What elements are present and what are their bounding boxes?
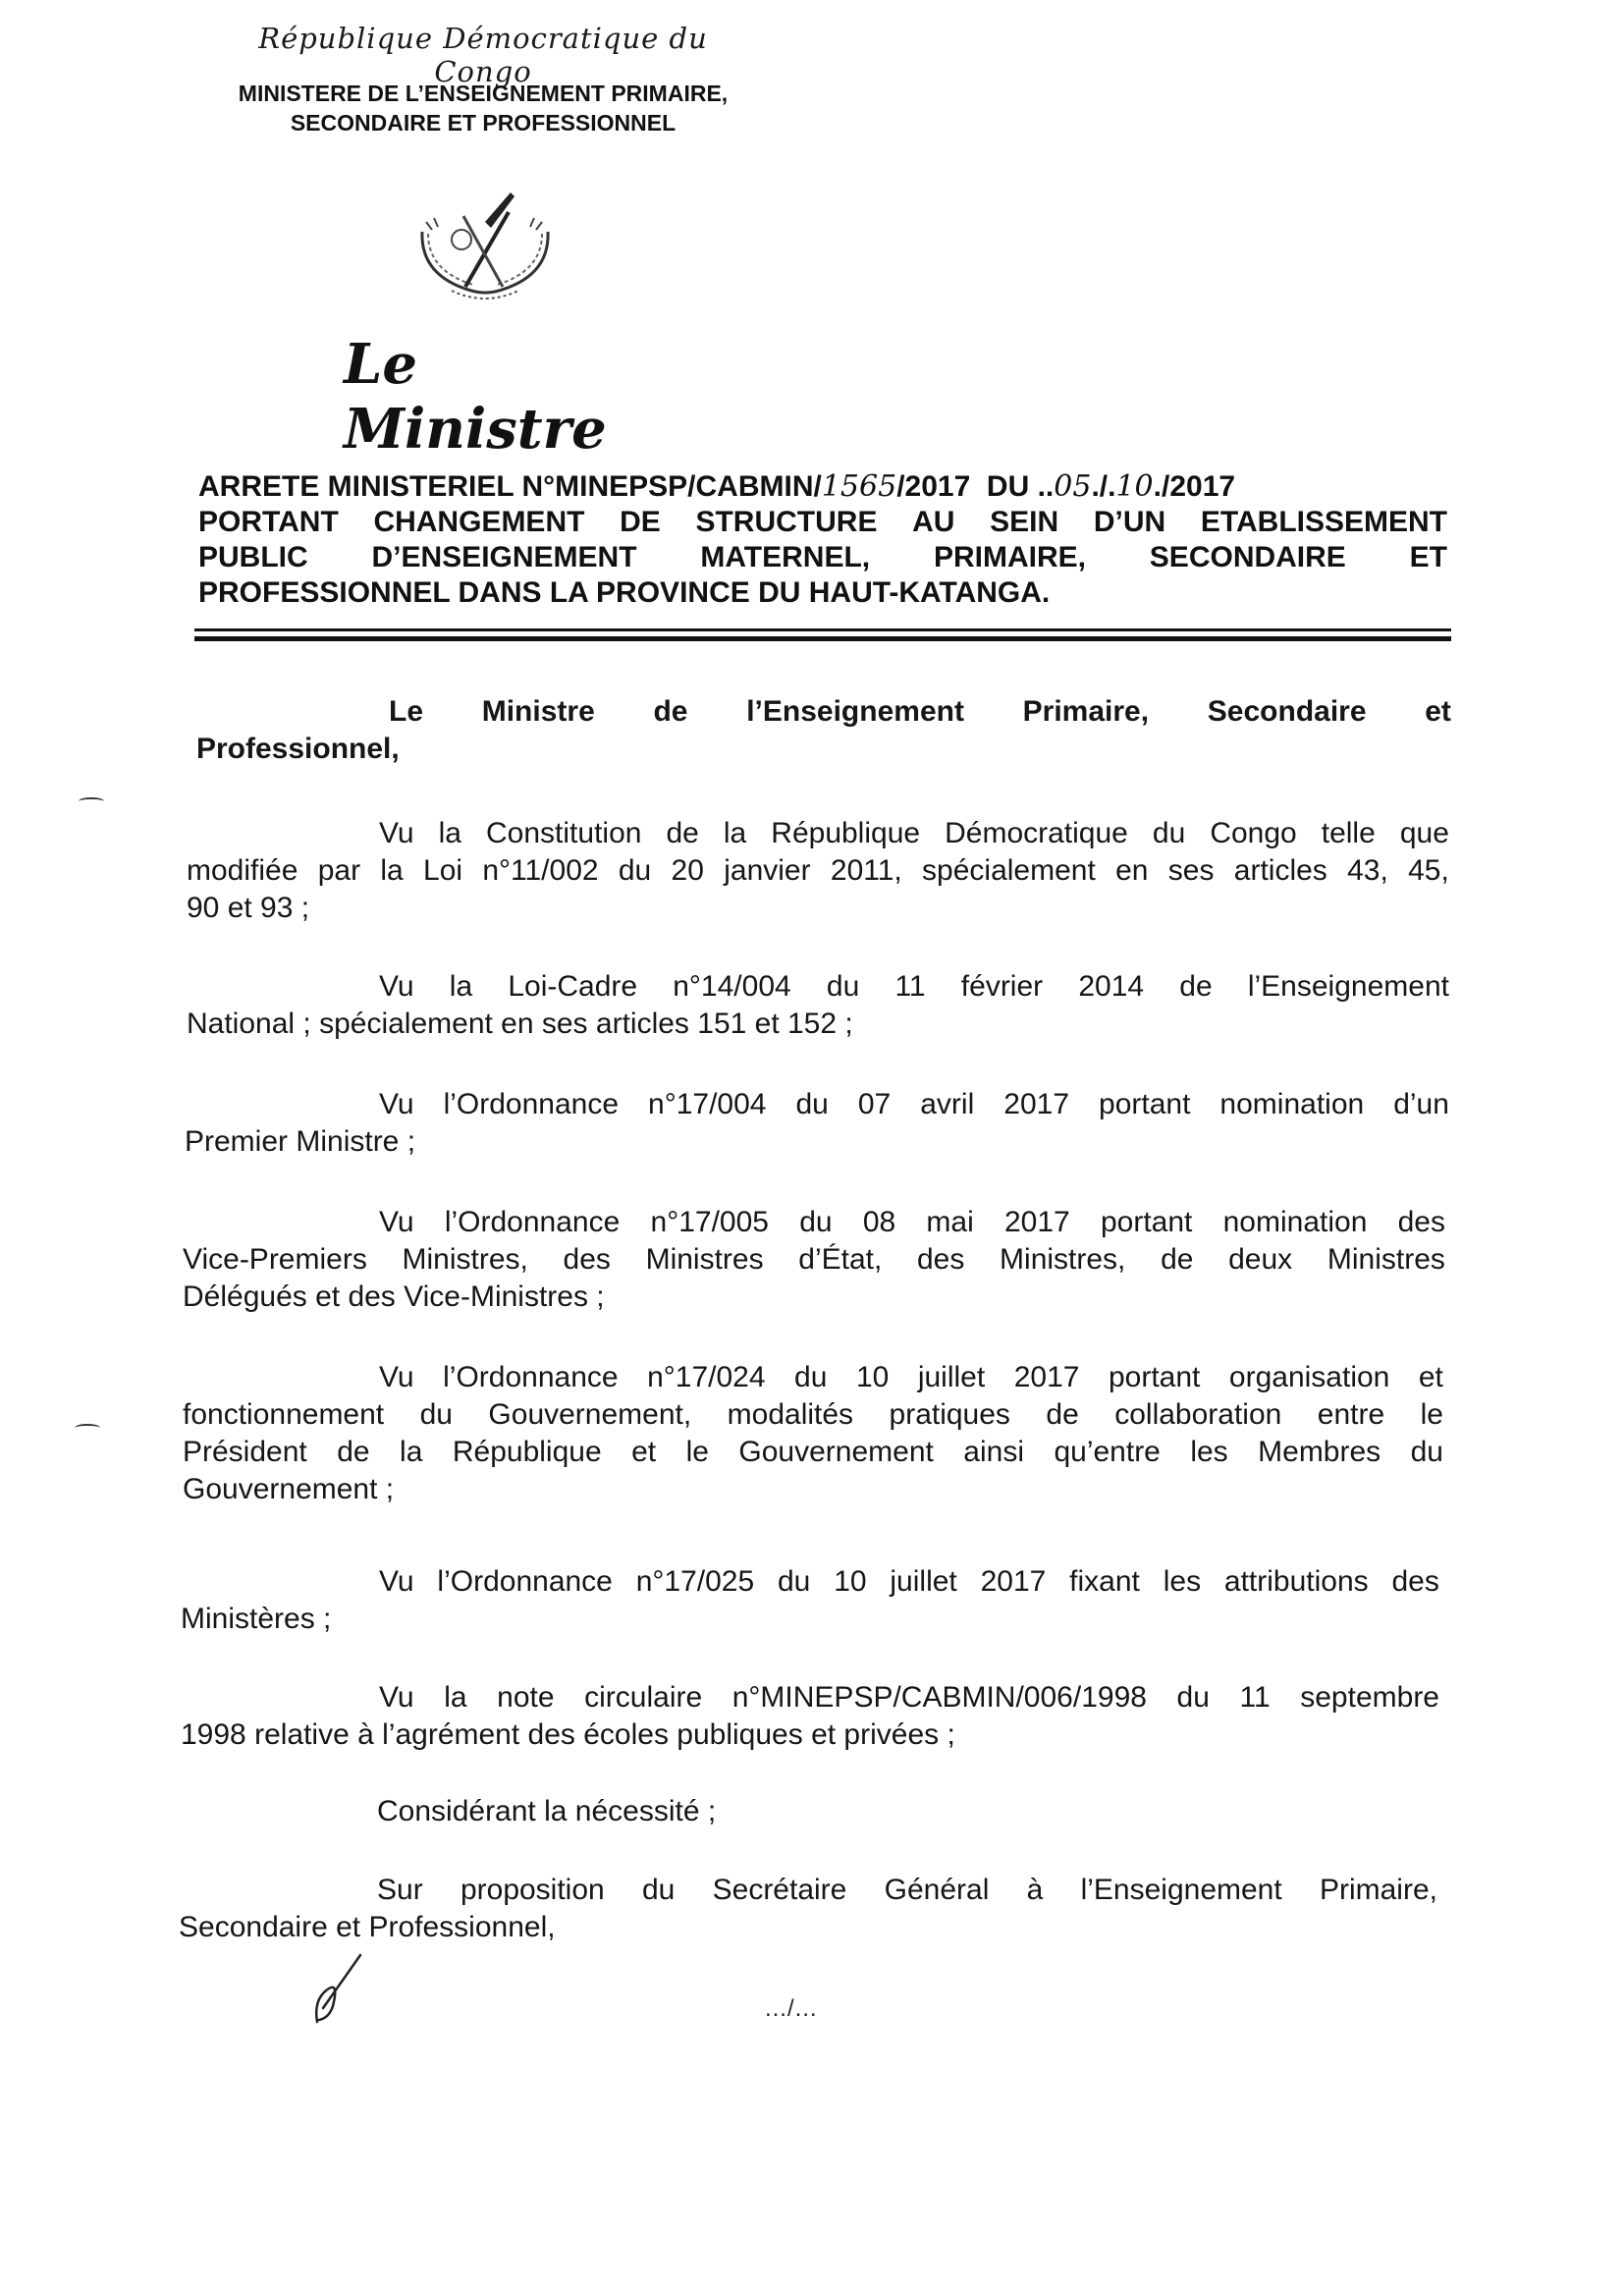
ministry-name — [208, 79, 758, 137]
p9-line-1 — [179, 1872, 1437, 1909]
word: nomination — [1219, 1088, 1365, 1120]
handwritten-decree-number: 1565 — [821, 469, 897, 504]
word: des — [1397, 1206, 1445, 1238]
title-word: SECONDAIRE — [1149, 541, 1346, 573]
word: attributions — [1223, 1565, 1369, 1598]
word: les — [1163, 1565, 1202, 1598]
word: Vu — [379, 970, 414, 1003]
title-word: AU — [912, 506, 955, 538]
word: du — [641, 1874, 676, 1906]
word: mai — [926, 1206, 974, 1238]
title-word: PRIMAIRE, — [933, 541, 1086, 573]
word: l’Ordonnance — [444, 1206, 621, 1238]
word: Vu — [379, 1206, 414, 1238]
decree-title — [198, 469, 1447, 611]
p4-line-2 — [183, 1241, 1445, 1279]
handwritten-initial-icon — [309, 1949, 368, 2028]
word: du — [1152, 817, 1186, 849]
word: l’Enseignement — [1247, 970, 1449, 1003]
word: Général — [884, 1874, 990, 1906]
paragraph-ordonnance-025 — [181, 1563, 1439, 1638]
word: Loi-Cadre — [508, 970, 638, 1003]
word: 2017 — [980, 1565, 1047, 1598]
word: 10 — [834, 1565, 867, 1598]
word: de — [1161, 1243, 1194, 1276]
paragraph-loi-cadre — [187, 968, 1449, 1043]
word: du — [1176, 1681, 1210, 1714]
p5-line-4: Gouvernement ; — [183, 1473, 395, 1505]
word: le — [685, 1436, 709, 1468]
p2-line-1 — [187, 968, 1449, 1006]
p7-line-1 — [181, 1679, 1439, 1716]
word: et — [1425, 695, 1451, 728]
word: l’Ordonnance — [443, 1361, 619, 1393]
republic-name: République Démocratique du Congo — [258, 22, 708, 88]
title-underline-thick — [194, 636, 1451, 641]
word: proposition — [460, 1874, 605, 1906]
word: Constitution — [486, 817, 642, 849]
p3-line-2: Premier Ministre ; — [185, 1125, 416, 1158]
word: et — [631, 1436, 657, 1468]
word: 07 — [857, 1088, 892, 1120]
word: que — [1399, 817, 1449, 849]
word: février — [960, 970, 1044, 1003]
word: l’Enseignement — [1080, 1874, 1282, 1906]
word: le — [1420, 1398, 1443, 1431]
intro-line-2: Professionnel, — [196, 733, 400, 765]
word: 08 — [862, 1206, 896, 1238]
word: du — [777, 1565, 811, 1598]
word: 10 — [855, 1361, 890, 1393]
word: la — [723, 817, 747, 849]
word: juillet — [890, 1565, 957, 1598]
word: portant — [1100, 1206, 1193, 1238]
p2-line-2: National ; spécialement en ses articles 151 et 152 ; — [187, 1008, 853, 1040]
title-word: SEIN — [990, 506, 1059, 538]
word: circulaire — [584, 1681, 703, 1714]
title-word: ET — [1409, 541, 1447, 573]
continuation-mark: …/… — [764, 1995, 818, 2022]
word: 2017 — [1003, 1088, 1070, 1120]
title-word: MATERNEL, — [700, 541, 871, 573]
word: n°17/024 — [647, 1361, 766, 1393]
word: modifiée — [187, 854, 298, 887]
word: de — [653, 695, 688, 728]
word: l’Enseignement — [746, 695, 964, 728]
word: par — [317, 854, 361, 887]
p8-line-1: Considérant la nécessité ; — [377, 1795, 717, 1827]
paragraph-proposition — [179, 1872, 1437, 1946]
word: l’Ordonnance — [443, 1088, 620, 1120]
word: 11 — [894, 970, 926, 1003]
word: la — [444, 1681, 467, 1714]
word: Primaire, — [1022, 695, 1150, 728]
word: les — [1190, 1436, 1228, 1468]
word: organisation — [1228, 1361, 1390, 1393]
word: ainsi — [963, 1436, 1024, 1468]
word: Vu — [379, 1565, 414, 1598]
word: Ministres, — [1000, 1243, 1126, 1276]
paragraph-constitution — [187, 815, 1449, 927]
word: Ministres — [1326, 1243, 1445, 1276]
word: Vu — [379, 1088, 414, 1120]
word: d’État, — [798, 1243, 883, 1276]
word: Gouvernement, — [488, 1398, 692, 1431]
p3-line-1 — [185, 1086, 1449, 1123]
word: note — [497, 1681, 555, 1714]
title-date-sep: ./. — [1091, 470, 1116, 503]
word: des — [1391, 1565, 1439, 1598]
title-word: PORTANT — [198, 506, 339, 538]
title-underline — [194, 628, 1451, 631]
p5-line-1 — [183, 1359, 1443, 1396]
p6-line-1 — [181, 1563, 1439, 1601]
p4-line-1 — [183, 1204, 1445, 1241]
word: Secondaire — [1207, 695, 1367, 728]
word: n°17/004 — [648, 1088, 767, 1120]
handwritten-month: 10 — [1115, 469, 1154, 504]
word: d’un — [1393, 1088, 1449, 1120]
word: septembre — [1300, 1681, 1439, 1714]
word: 2014 — [1078, 970, 1145, 1003]
word: du — [618, 854, 652, 887]
word: la — [380, 854, 404, 887]
paragraph-note-circulaire — [181, 1679, 1439, 1754]
word: fonctionnement — [183, 1398, 385, 1431]
intro-line-1 — [196, 693, 1451, 731]
paragraph-ordonnance-005 — [183, 1204, 1445, 1316]
word: pratiques — [889, 1398, 1010, 1431]
word: Ministres, — [402, 1243, 528, 1276]
word: 2017 — [1013, 1361, 1080, 1393]
word: et — [1418, 1361, 1443, 1393]
margin-mark — [75, 1424, 100, 1432]
minister-heading: Le Ministre — [344, 332, 607, 462]
word: articles — [1233, 854, 1327, 887]
title-ref-prefix: ARRETE MINISTERIEL N°MINEPSP/CABMIN/ — [198, 470, 822, 503]
word: avril — [920, 1088, 975, 1120]
title-line-3 — [198, 540, 1447, 575]
word: Démocratique — [945, 817, 1128, 849]
word: du — [1410, 1436, 1443, 1468]
word: du — [794, 1361, 828, 1393]
title-word: ETABLISSEMENT — [1200, 506, 1447, 538]
word: Le — [389, 695, 424, 728]
word: Loi — [423, 854, 463, 887]
title-word: DE — [620, 506, 661, 538]
word: des — [917, 1243, 965, 1276]
title-line-4-text: PROFESSIONNEL DANS LA PROVINCE DU HAUT-KATANGA. — [198, 576, 1051, 609]
word: Ministre — [481, 695, 595, 728]
word: fixant — [1069, 1565, 1140, 1598]
word: Vu — [379, 1361, 414, 1393]
word: 20 — [671, 854, 704, 887]
word: 45, — [1408, 854, 1449, 887]
word: qu’entre — [1054, 1436, 1161, 1468]
p7-line-2: 1998 relative à l’agrément des écoles publiques et privées ; — [181, 1718, 955, 1751]
p9-line-2: Secondaire et Professionnel, — [179, 1911, 556, 1943]
word: n°MINEPSP/CABMIN/006/1998 — [731, 1681, 1147, 1714]
word: entre — [1317, 1398, 1385, 1431]
word: portant — [1099, 1088, 1191, 1120]
word: Sur — [377, 1874, 423, 1906]
title-line-2 — [198, 505, 1447, 540]
coat-of-arms-icon — [412, 192, 558, 310]
title-word: D’ENSEIGNEMENT — [371, 541, 637, 573]
title-ref-year: /2017 DU .. — [896, 470, 1055, 503]
paragraph-ordonnance-004 — [185, 1086, 1449, 1161]
word: de — [337, 1436, 370, 1468]
title-word: PUBLIC — [198, 541, 308, 573]
word: portant — [1108, 1361, 1201, 1393]
word: la — [400, 1436, 423, 1468]
word: à — [1026, 1874, 1044, 1906]
title-word: STRUCTURE — [695, 506, 878, 538]
word: Ministres — [645, 1243, 764, 1276]
word: Vu — [379, 1681, 414, 1714]
word: du — [799, 1206, 833, 1238]
word: en — [1115, 854, 1149, 887]
p5-line-2 — [183, 1396, 1443, 1434]
word: telle — [1321, 817, 1376, 849]
p1-line-1 — [187, 815, 1449, 852]
word: Vice-Premiers — [183, 1243, 367, 1276]
word: n°17/005 — [650, 1206, 769, 1238]
p4-line-3: Délégués et des Vice-Ministres ; — [183, 1280, 605, 1313]
word: de — [1179, 970, 1213, 1003]
handwritten-day: 05 — [1054, 469, 1092, 504]
word: modalités — [727, 1398, 854, 1431]
word: n°14/004 — [673, 970, 791, 1003]
word: Congo — [1210, 817, 1297, 849]
word: spécialement — [922, 854, 1096, 887]
word: 11 — [1239, 1681, 1271, 1714]
word: du — [826, 970, 860, 1003]
word: Vu — [379, 817, 414, 849]
intro-paragraph — [196, 693, 1451, 768]
word: République — [771, 817, 921, 849]
word: n°17/025 — [635, 1565, 755, 1598]
p1-line-2 — [187, 852, 1449, 890]
word: janvier — [724, 854, 811, 887]
title-word: D’UN — [1093, 506, 1166, 538]
margin-mark — [79, 797, 104, 805]
word: Président — [183, 1436, 307, 1468]
word: de — [666, 817, 699, 849]
word: la — [438, 817, 461, 849]
paragraph-ordonnance-024 — [183, 1359, 1443, 1508]
word: des — [563, 1243, 611, 1276]
word: la — [449, 970, 473, 1003]
word: juillet — [917, 1361, 986, 1393]
word: de — [1046, 1398, 1079, 1431]
word: du — [419, 1398, 453, 1431]
paragraph-considerant — [377, 1793, 716, 1830]
word: 43, — [1347, 854, 1388, 887]
title-date-year: ./2017 — [1153, 470, 1236, 503]
word: deux — [1228, 1243, 1293, 1276]
title-word: CHANGEMENT — [373, 506, 585, 538]
word: Membres — [1258, 1436, 1381, 1468]
word: 2011, — [830, 854, 902, 887]
p1-line-3: 90 et 93 ; — [187, 892, 310, 924]
ministry-line-2: SECONDAIRE ET PROFESSIONNEL — [290, 110, 677, 136]
word: Primaire, — [1319, 1874, 1437, 1906]
word: République — [452, 1436, 602, 1468]
word: collaboration — [1114, 1398, 1282, 1431]
word: l’Ordonnance — [437, 1565, 613, 1598]
word: nomination — [1222, 1206, 1368, 1238]
p6-line-2: Ministères ; — [181, 1603, 332, 1635]
word: du — [795, 1088, 829, 1120]
p5-line-3 — [183, 1434, 1443, 1471]
word: Secrétaire — [712, 1874, 847, 1906]
title-line-1 — [198, 469, 1447, 505]
word: Gouvernement — [738, 1436, 934, 1468]
word: ses — [1167, 854, 1215, 887]
ministry-line-1: MINISTERE DE L’ENSEIGNEMENT PRIMAIRE, — [238, 81, 729, 106]
title-line-4 — [198, 575, 1447, 611]
word: 2017 — [1004, 1206, 1070, 1238]
word: n°11/002 — [482, 854, 599, 887]
